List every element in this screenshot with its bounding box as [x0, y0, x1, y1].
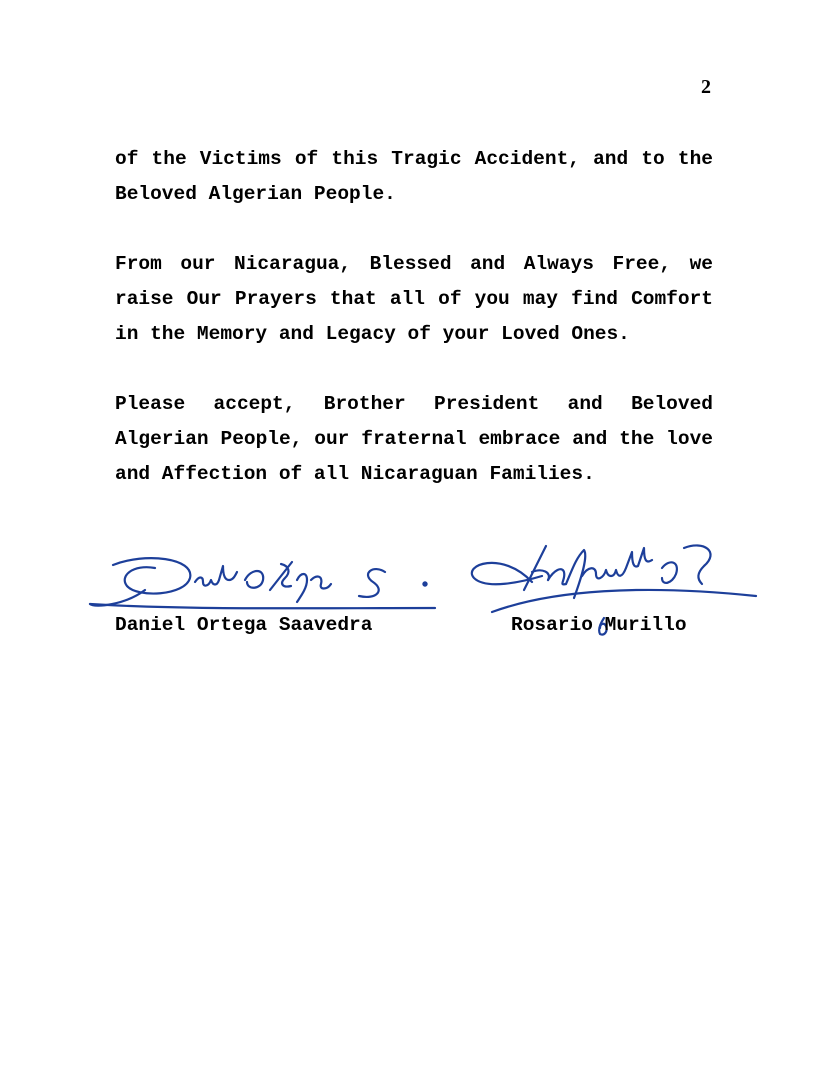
paragraph-2: From our Nicaragua, Blessed and Always Free, we raise Our Prayers that all of you may find Comfort in the Memory and Legacy of your Loved Ones.: [115, 253, 713, 345]
signatory-name-left: Daniel Ortega Saavedra: [115, 614, 373, 636]
paragraph-1: of the Victims of this Tragic Accident, and to the Beloved Algerian People.: [115, 148, 713, 205]
letter-body: [115, 142, 713, 527]
handwritten-signature-daniel-ortega: [85, 520, 445, 620]
paragraph-3: Please accept, Brother President and Beloved Algerian People, our fraternal embrace and the love and Affection of all Nicaraguan Families.: [115, 393, 713, 485]
page-number: 2: [701, 76, 711, 98]
signatory-name-right: Rosario Murillo: [511, 614, 687, 636]
signature-block-right: [462, 520, 762, 650]
signature-block-left: [85, 520, 445, 650]
